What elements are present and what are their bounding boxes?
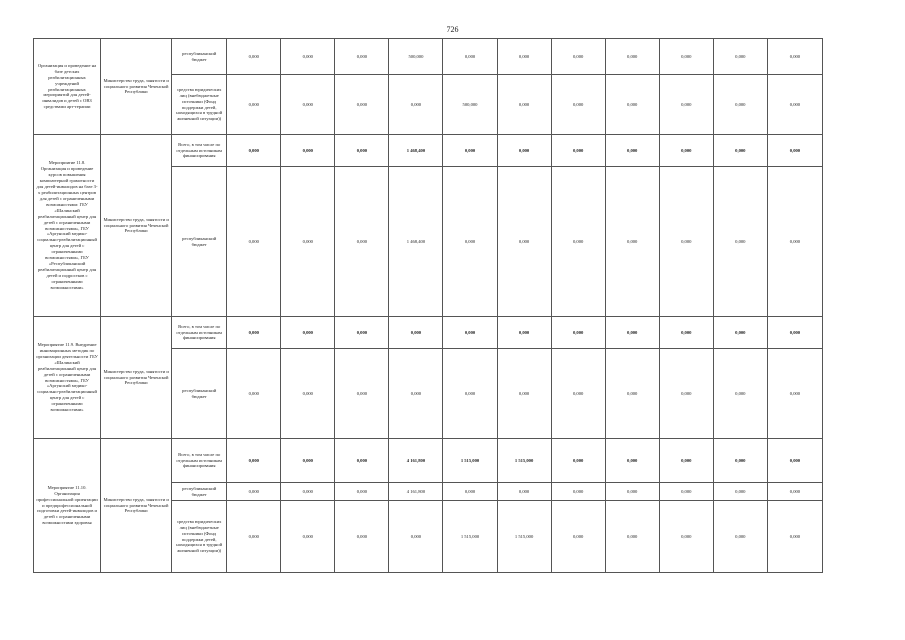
amount-cell: 0,000 <box>767 483 822 501</box>
amount-cell: 0,000 <box>767 349 822 439</box>
amount-cell: 1 515,000 <box>443 501 497 573</box>
amount-cell: 0,000 <box>605 135 659 167</box>
amount-cell: 0,000 <box>335 501 389 573</box>
amount-cell: 0,000 <box>605 317 659 349</box>
event-title: Мероприятие 11.9. Внедрение инновационных методик по организации деятельности ГБУ «Шалинский реабилитационный центр для детей с ограниченными возможностями», ГБУ «Аргунский медико-социально-реабилитационный центр для детей с ограниченными возможностями» <box>34 317 101 439</box>
amount-cell: 0,000 <box>497 167 551 317</box>
amount-cell: 0,000 <box>767 39 822 75</box>
amount-cell: 0,000 <box>443 167 497 317</box>
funding-source: средства юридических лиц (внебюджетные источники (Фонд поддержки детей, находящихся в трудной жизненной ситуации)) <box>172 501 227 573</box>
amount-cell: 0,000 <box>605 167 659 317</box>
amount-cell: 0,000 <box>659 317 713 349</box>
amount-cell: 0,000 <box>227 439 281 483</box>
amount-cell: 0,000 <box>389 317 443 349</box>
event-title: Мероприятие 11.8. Организация и проведение курсов повышения компьютерной грамотности для детей-инвалидов на базе 3-х реабилитационных центров для детей с ограниченными возможностями: ГБУ «Шалинский реабилитационный центр для детей с ограниченными возможностями», ГБУ «Аргунский медико-социально-реабилитационный центр для детей с ограниченными возможностями», ГБУ «Республиканский реабилитационный центр для детей и подростков с ограниченными возможностями» <box>34 135 101 317</box>
amount-cell: 0,000 <box>281 39 335 75</box>
amount-cell: 0,000 <box>551 167 605 317</box>
amount-cell: 0,000 <box>713 483 767 501</box>
amount-cell: 1 515,000 <box>497 439 551 483</box>
amount-cell: 0,000 <box>713 75 767 135</box>
amount-cell: 0,000 <box>659 75 713 135</box>
amount-cell: 0,000 <box>767 75 822 135</box>
amount-cell: 0,000 <box>335 317 389 349</box>
amount-cell: 0,000 <box>767 167 822 317</box>
amount-cell: 0,000 <box>389 349 443 439</box>
table-row <box>34 135 823 167</box>
amount-cell: 0,000 <box>713 135 767 167</box>
event-executor: Министерство труда, занятости и социального развития Чеченской Республики <box>101 439 172 573</box>
amount-cell: 0,000 <box>335 75 389 135</box>
amount-cell: 0,000 <box>227 349 281 439</box>
amount-cell: 1 515,000 <box>443 439 497 483</box>
amount-cell: 0,000 <box>659 167 713 317</box>
funding-source: республиканский бюджет <box>172 39 227 75</box>
funding-source: средства юридических лиц (внебюджетные источники (Фонд поддержки детей, находящихся в трудной жизненной ситуации)) <box>172 75 227 135</box>
amount-cell: 0,000 <box>281 501 335 573</box>
amount-cell: 0,000 <box>227 75 281 135</box>
amount-cell: 0,000 <box>443 349 497 439</box>
amount-cell: 0,000 <box>227 39 281 75</box>
event-executor: Министерство труда, занятости и социального развития Чеченской Республики <box>101 39 172 135</box>
amount-cell: 0,000 <box>659 501 713 573</box>
amount-cell: 0,000 <box>389 501 443 573</box>
amount-cell: 0,000 <box>281 75 335 135</box>
funding-source: Всего, в том числе по отдельным источникам финансирования <box>172 317 227 349</box>
amount-cell: 0,000 <box>497 317 551 349</box>
event-executor: Министерство труда, занятости и социального развития Чеченской Республики <box>101 135 172 317</box>
amount-cell: 0,000 <box>659 135 713 167</box>
page-number: 726 <box>446 25 459 34</box>
amount-cell: 1 515,000 <box>497 501 551 573</box>
amount-cell: 0,000 <box>443 135 497 167</box>
funding-source: республиканский бюджет <box>172 349 227 439</box>
amount-cell: 0,000 <box>443 317 497 349</box>
amount-cell: 0,000 <box>551 75 605 135</box>
amount-cell: 0,000 <box>281 135 335 167</box>
amount-cell: 0,000 <box>605 439 659 483</box>
amount-cell: 0,000 <box>227 501 281 573</box>
amount-cell: 0,000 <box>497 483 551 501</box>
amount-cell: 0,000 <box>227 317 281 349</box>
amount-cell: 0,000 <box>281 483 335 501</box>
amount-cell: 0,000 <box>659 349 713 439</box>
amount-cell: 0,000 <box>335 39 389 75</box>
funding-source: Всего, в том числе по отдельным источникам финансирования <box>172 439 227 483</box>
amount-cell: 0,000 <box>335 483 389 501</box>
amount-cell: 0,000 <box>551 483 605 501</box>
amount-cell: 1 468,400 <box>389 167 443 317</box>
amount-cell: 0,000 <box>605 75 659 135</box>
amount-cell: 0,000 <box>497 39 551 75</box>
amount-cell: 0,000 <box>335 349 389 439</box>
amount-cell: 4 161,800 <box>389 483 443 501</box>
amount-cell: 0,000 <box>713 167 767 317</box>
amount-cell: 0,000 <box>713 39 767 75</box>
amount-cell: 0,000 <box>497 349 551 439</box>
amount-cell: 0,000 <box>281 439 335 483</box>
amount-cell: 0,000 <box>281 349 335 439</box>
funding-source: Всего, в том числе по отдельным источникам финансирования <box>172 135 227 167</box>
amount-cell: 0,000 <box>605 39 659 75</box>
amount-cell: 0,000 <box>281 317 335 349</box>
amount-cell: 4 161,800 <box>389 439 443 483</box>
amount-cell: 0,000 <box>551 317 605 349</box>
amount-cell: 0,000 <box>605 349 659 439</box>
amount-cell: 0,000 <box>713 501 767 573</box>
table-row <box>34 39 823 75</box>
amount-cell: 0,000 <box>227 167 281 317</box>
event-title: Мероприятие 11.10. Организация профессиональной ориентации и предпрофессиональной подготовки детей-инвалидов и детей с ограниченными возможностями здоровья <box>34 439 101 573</box>
amount-cell: 0,000 <box>227 135 281 167</box>
amount-cell: 0,000 <box>659 439 713 483</box>
amount-cell: 0,000 <box>497 75 551 135</box>
amount-cell: 500,000 <box>443 75 497 135</box>
amount-cell: 0,000 <box>767 439 822 483</box>
amount-cell: 0,000 <box>713 439 767 483</box>
table-row <box>34 317 823 349</box>
amount-cell: 0,000 <box>281 167 335 317</box>
amount-cell: 0,000 <box>551 39 605 75</box>
amount-cell: 0,000 <box>605 483 659 501</box>
amount-cell: 0,000 <box>767 317 822 349</box>
funding-source: республиканский бюджет <box>172 167 227 317</box>
amount-cell: 0,000 <box>335 167 389 317</box>
budget-table <box>33 38 823 573</box>
amount-cell: 0,000 <box>551 439 605 483</box>
amount-cell: 0,000 <box>497 135 551 167</box>
amount-cell: 500,000 <box>389 39 443 75</box>
amount-cell: 0,000 <box>767 501 822 573</box>
event-executor: Министерство труда, занятости и социального развития Чеченской Республики <box>101 317 172 439</box>
amount-cell: 1 468,400 <box>389 135 443 167</box>
amount-cell: 0,000 <box>443 483 497 501</box>
amount-cell: 0,000 <box>659 39 713 75</box>
event-title: Организация и проведение на базе детских реабилитационных учреждений реабилитационных мероприятий для детей-инвалидов и детей с ОВЗ средствами арт-терапии <box>34 39 101 135</box>
funding-source: республиканский бюджет <box>172 483 227 501</box>
amount-cell: 0,000 <box>551 501 605 573</box>
amount-cell: 0,000 <box>443 39 497 75</box>
amount-cell: 0,000 <box>551 349 605 439</box>
amount-cell: 0,000 <box>227 483 281 501</box>
amount-cell: 0,000 <box>605 501 659 573</box>
amount-cell: 0,000 <box>713 317 767 349</box>
amount-cell: 0,000 <box>551 135 605 167</box>
amount-cell: 0,000 <box>767 135 822 167</box>
amount-cell: 0,000 <box>713 349 767 439</box>
amount-cell: 0,000 <box>335 135 389 167</box>
table-row <box>34 439 823 483</box>
amount-cell: 0,000 <box>659 483 713 501</box>
amount-cell: 0,000 <box>389 75 443 135</box>
amount-cell: 0,000 <box>335 439 389 483</box>
